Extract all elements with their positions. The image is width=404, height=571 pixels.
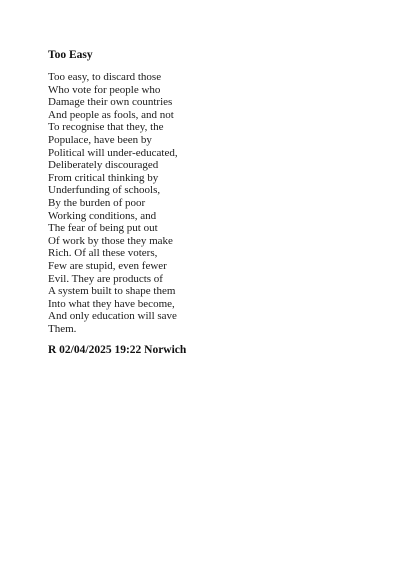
poem-line: To recognise that they, the bbox=[48, 121, 164, 134]
poem-line: Working conditions, and bbox=[48, 209, 157, 222]
poem-line: Deliberately discouraged bbox=[48, 159, 159, 172]
poem-line: From critical thinking by bbox=[48, 171, 159, 184]
poem-title: Too Easy bbox=[48, 49, 93, 61]
poem-line: And only education will save bbox=[48, 310, 177, 323]
poem-line: Damage their own countries bbox=[48, 96, 173, 109]
poem-line: Populace, have been by bbox=[48, 133, 152, 146]
poem-line: By the burden of poor bbox=[48, 196, 146, 209]
poem-line: Rich. Of all these voters, bbox=[48, 247, 158, 260]
poem-line: Them. bbox=[48, 322, 77, 335]
poem-line: Of work by those they make bbox=[48, 234, 173, 247]
poem-line: And people as fools, and not bbox=[48, 108, 174, 121]
poem-line: Into what they have become, bbox=[48, 297, 175, 310]
poem-line: Who vote for people who bbox=[48, 83, 161, 96]
poem-line: The fear of being put out bbox=[48, 222, 158, 235]
poem-signature: R 02/04/2025 19:22 Norwich bbox=[48, 344, 187, 356]
poem-line: Evil. They are products of bbox=[48, 272, 163, 285]
poem-line: Too easy, to discard those bbox=[48, 71, 162, 83]
poem-line: Political will under-educated, bbox=[48, 146, 178, 159]
poem-line: Few are stupid, even fewer bbox=[48, 259, 167, 272]
poem-line: Underfunding of schools, bbox=[48, 184, 161, 197]
poem-body bbox=[48, 71, 178, 335]
poem-line: A system built to shape them bbox=[48, 285, 176, 298]
